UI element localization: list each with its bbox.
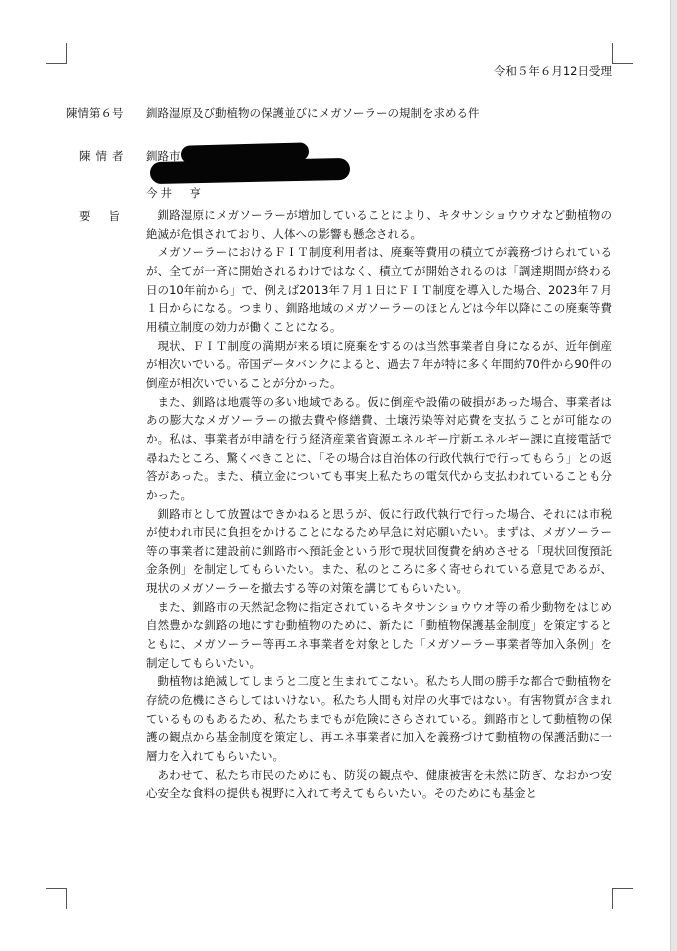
summary-paragraph: メガソーラーにおけるＦＩＴ制度利用者は、廃棄等費用の積立てが義務づけられているが、全てが一斉に開始されるわけではなく、積立てが開始されるのは「調達期間が終わる日の10年前から」で、例えば2013年７月１日にＦＩＴ制度を導入した場合、2023年７月１日からになる。つまり、釧路地域のメガソーラーのほとんどは今年以降にこの廃棄等費用積立制度の効力が働くことになる。 xyxy=(146,245,612,334)
summary-paragraph: また、釧路市の天然記念物に指定されているキタサンショウウオ等の希少動物をはじめ自然豊かな釧路の地にすむ動植物のために、新たに「動植物保護基金制度」を策定するとともに、メガソーラー等再エネ事業者を対象とした「メガソーラー事業者等加入条例」を制定してもらいたい。 xyxy=(146,599,612,670)
crop-mark-top-left xyxy=(46,43,67,64)
summary-label: 要旨 xyxy=(79,209,138,223)
petitioner-name: 今井 亨 xyxy=(146,186,204,200)
summary-paragraph: また、釧路は地震等の多い地域である。仮に倒産や設備の破損があった場合、事業者はあの膨大なメガソーラーの撤去費や修繕費、土壌汚染等対応費を支払うことが可能なのか。私は、事業者が申請を行う経済産業省資源エネルギー庁新エネルギー課に直接電話で尋ねたところ、驚くべきことに、「その場合は自治体の行政代執行で行ってもらう」との返答があった。また、積立金についても事実上私たちの電気代から支払われていることも分かった。 xyxy=(146,394,612,502)
redaction-mark xyxy=(150,158,350,184)
summary-paragraph: 釧路湿原にメガソーラーが増加していることにより、キタサンショウウオなど動植物の絶滅が危惧されており、人体への影響も懸念される。 xyxy=(146,208,612,241)
petition-title: 釧路湿原及び動植物の保護並びにメガソーラーの規制を求める件 xyxy=(146,106,480,120)
crop-mark-bottom-left xyxy=(46,888,67,909)
crop-mark-top-right xyxy=(612,43,633,64)
summary-paragraph: 動植物は絶滅してしまうと二度と生まれてこない。私たち人間の勝手な都合で動植物を存続の危機にさらしてはいけない。私たち人間も対岸の火事ではない。有害物質が含まれているものもあるため、私たちまでもが危険にさらされている。釧路市として動植物の保護の観点から基金制度を策定し、再エネ事業者に加入を義務づけて動植物の保護活動に一層力を入れてもらいたい。 xyxy=(146,674,612,764)
summary-paragraph: 釧路市として放置はできかねると思うが、仮に行政代執行で行った場合、それには市税が使われ市民に負担をかけることになるため早急に対応願いたい。まずは、メガソーラー等の事業者に建設前に釧路市へ預託金という形で現状回復費を納めさせる「現状回復預託金条例」を制定してもらいたい。また、私のところに多く寄せられている意見であるが、現状のメガソーラーを撤去する等の対策を講じてもらいたい。 xyxy=(146,506,612,596)
petition-number: 陳情第６号 xyxy=(66,106,124,120)
summary-body xyxy=(146,206,612,803)
crop-mark-bottom-right xyxy=(612,888,633,909)
petitioner-city: 釧路市 xyxy=(146,149,181,163)
petitioner-label: 陳情者 xyxy=(79,149,129,163)
receipt-date: 令和５年６月12日受理 xyxy=(493,64,612,78)
summary-paragraph: 現状、ＦＩＴ制度の満期が来る頃に廃棄をするのは当然事業者自身になるが、近年倒産が相次いでいる。帝国データバンクによると、過去７年が特に多く年間約70件から90件の倒産が相次いでいることが分かった。 xyxy=(146,338,612,390)
summary-paragraph: あわせて、私たち市民のためにも、防災の観点や、健康被害を未然に防ぎ、なおかつ安心安全な食料の提供も視野に入れて考えてもらいたい。そのためにも基金と xyxy=(146,767,612,801)
